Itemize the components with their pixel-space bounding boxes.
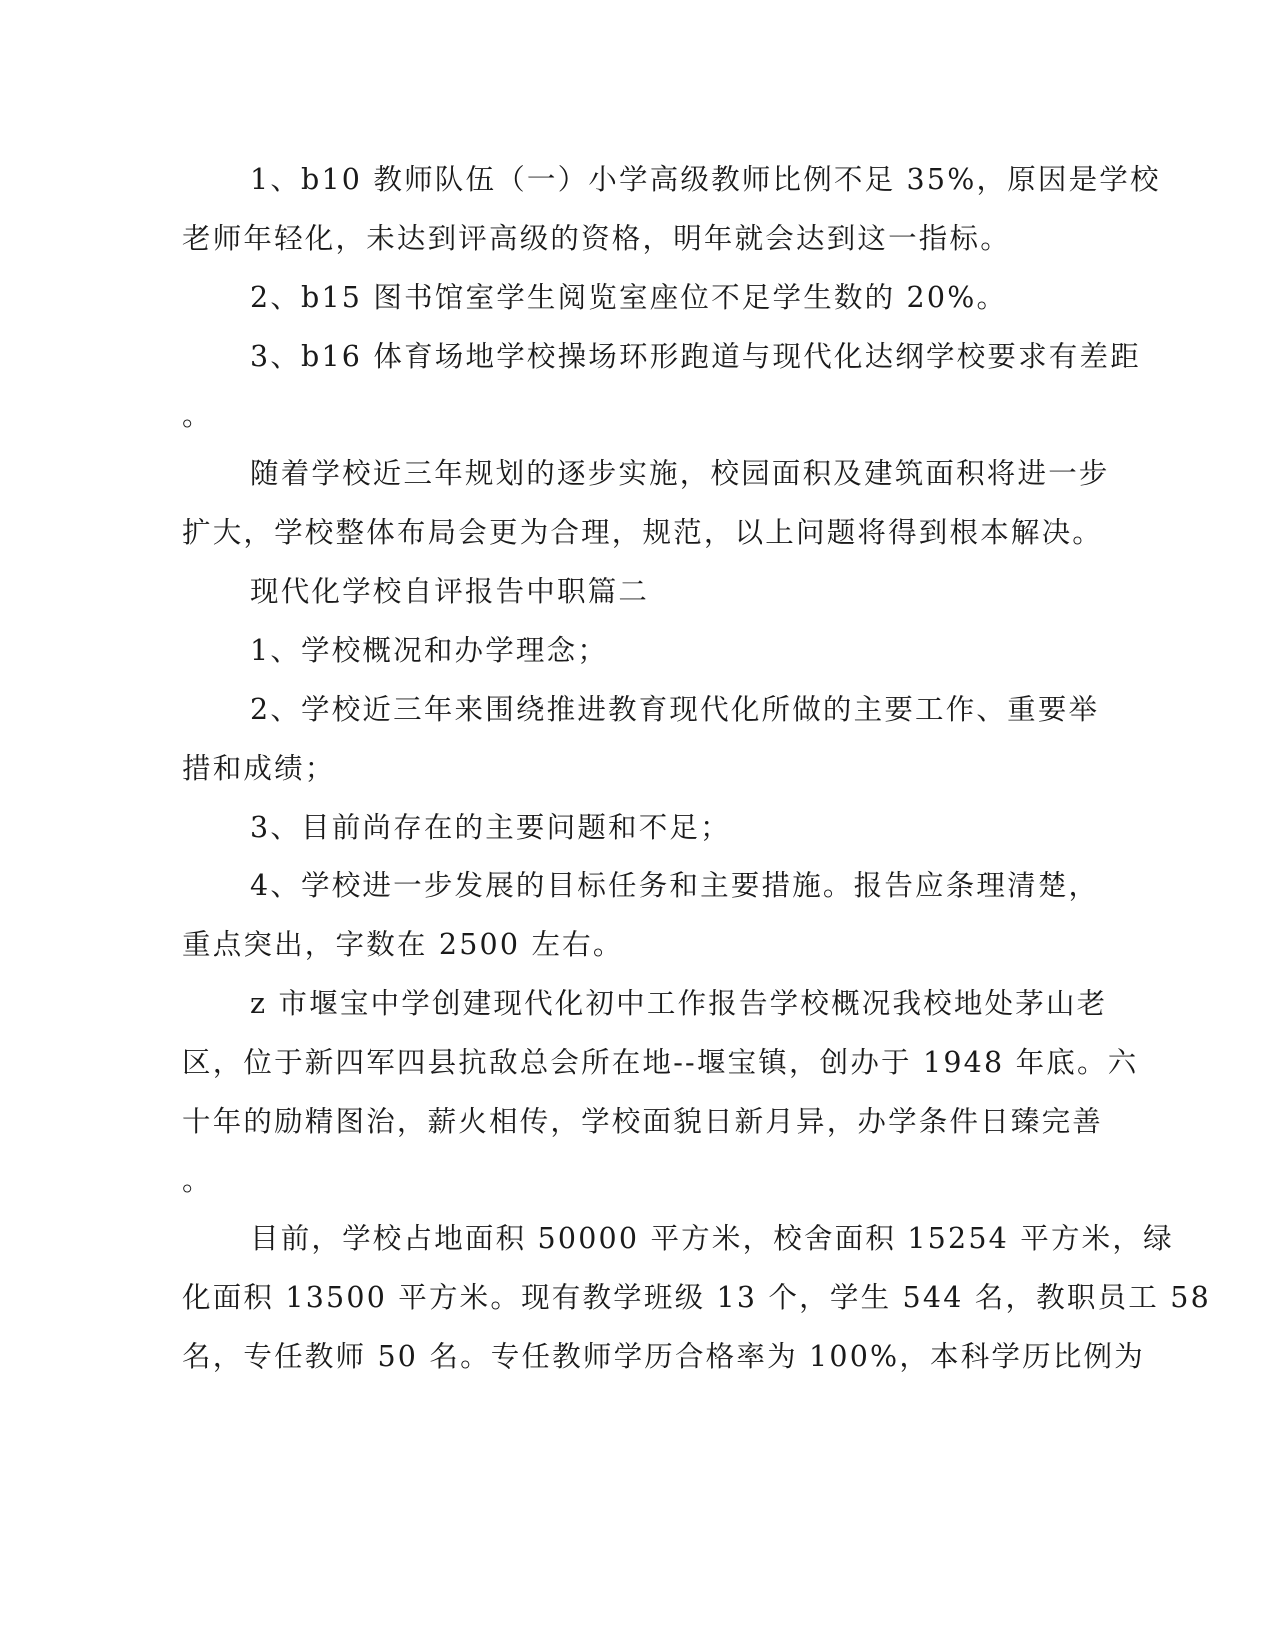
text-line: 1、学校概况和办学理念； [250, 634, 609, 667]
text-line: 。 [182, 399, 213, 432]
section-heading: 现代化学校自评报告中职篇二 [250, 575, 650, 608]
text-line: 3、目前尚存在的主要问题和不足； [250, 811, 731, 844]
text-line: 重点突出，字数在 2500 左右。 [182, 928, 624, 961]
text-line: 3、b16 体育场地学校操场环形跑道与现代化达纲学校要求有差距 [250, 340, 1141, 373]
text-line: 十年的励精图治，薪火相传，学校面貌日新月异，办学条件日臻完善 [182, 1105, 1104, 1138]
text-line: 目前，学校占地面积 50000 平方米，校舍面积 15254 平方米，绿 [250, 1222, 1174, 1255]
text-line: 化面积 13500 平方米。现有教学班级 13 个，学生 544 名，教职员工 58 [182, 1281, 1211, 1314]
text-line: 4、学校进一步发展的目标任务和主要措施。报告应条理清楚， [250, 869, 1100, 902]
text-line: 2、b15 图书馆室学生阅览室座位不足学生数的 20%。 [250, 281, 1008, 314]
text-line: 扩大，学校整体布局会更为合理，规范，以上问题将得到根本解决。 [182, 516, 1104, 549]
text-line: z 市堰宝中学创建现代化初中工作报告学校概况我校地处茅山老 [250, 987, 1108, 1020]
text-line: 老师年轻化，未达到评高级的资格，明年就会达到这一指标。 [182, 222, 1011, 255]
text-line: 随着学校近三年规划的逐步实施，校园面积及建筑面积将进一步 [250, 457, 1110, 490]
text-line: 名，专任教师 50 名。专任教师学历合格率为 100%，本科学历比例为 [182, 1340, 1145, 1373]
text-line: 措和成绩； [182, 752, 336, 785]
text-line: 1、b10 教师队伍（一）小学高级教师比例不足 35%，原因是学校 [250, 163, 1161, 196]
text-line: 区，位于新四军四县抗敌总会所在地--堰宝镇，创办于 1948 年底。六 [182, 1046, 1139, 1079]
text-line: 。 [182, 1164, 213, 1197]
text-line: 2、学校近三年来围绕推进教育现代化所做的主要工作、重要举 [250, 693, 1100, 726]
